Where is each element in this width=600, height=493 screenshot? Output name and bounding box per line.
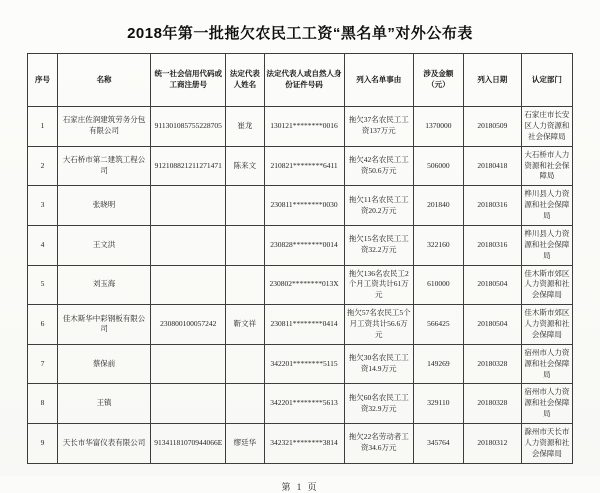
- table-cell: 拖欠22名劳动者工资34.6万元: [344, 424, 413, 464]
- table-cell: 20180418: [463, 146, 521, 186]
- table-cell: [151, 225, 226, 265]
- table-cell: 拖欠60名农民工工资32.9万元: [344, 384, 413, 424]
- table-cell: 大石桥市人力资源和社会保障局: [521, 146, 572, 186]
- table-cell: 王文洪: [57, 225, 150, 265]
- column-header: 列入日期: [463, 54, 521, 107]
- table-cell: 蔡保前: [57, 344, 150, 384]
- table-cell: 滁州市天长市人力资源和社会保障局: [521, 424, 572, 464]
- table-row: [28, 146, 573, 186]
- column-header: 认定部门: [521, 54, 572, 107]
- table-cell: 342201********5115: [264, 344, 344, 384]
- table-cell: 佳木斯市郊区人力资源和社会保障局: [521, 265, 572, 305]
- table-cell: [151, 384, 226, 424]
- table-row: [28, 344, 573, 384]
- column-header: 序号: [28, 54, 58, 107]
- table-row: [28, 265, 573, 305]
- table-cell: 322160: [413, 225, 463, 265]
- table-cell: 佳木斯华中彩钢板有限公司: [57, 305, 150, 345]
- table-row: [28, 186, 573, 226]
- table-cell: [226, 225, 264, 265]
- column-header: 列入名单事由: [344, 54, 413, 107]
- table-cell: 靳文祥: [226, 305, 264, 345]
- table-cell: 拖欠136名农民工2个月工资共计61万元: [344, 265, 413, 305]
- table-cell: 230811********0414: [264, 305, 344, 345]
- table-cell: 20180328: [463, 344, 521, 384]
- table-cell: [226, 186, 264, 226]
- table-cell: [151, 186, 226, 226]
- table-cell: [226, 384, 264, 424]
- table-cell: 345764: [413, 424, 463, 464]
- table-cell: 陈来文: [226, 146, 264, 186]
- table-cell: 6: [28, 305, 58, 345]
- table-cell: 912108821211271471: [151, 146, 226, 186]
- table-cell: 桦川县人力资源和社会保障局: [521, 186, 572, 226]
- table-cell: 201840: [413, 186, 463, 226]
- column-header: 法定代表人或自然人身份证件号码: [264, 54, 344, 107]
- table-cell: 拖欠37名农民工工资137万元: [344, 107, 413, 147]
- table-cell: 大石桥市第二建筑工程公司: [57, 146, 150, 186]
- table-cell: 230800100057242: [151, 305, 226, 345]
- column-header: 法定代表人姓名: [226, 54, 264, 107]
- table-cell: 刘玉海: [57, 265, 150, 305]
- table-cell: 8: [28, 384, 58, 424]
- table-cell: 20180316: [463, 225, 521, 265]
- table-cell: 20180509: [463, 107, 521, 147]
- table-header-row: [28, 54, 573, 107]
- table-cell: 20180316: [463, 186, 521, 226]
- table-cell: 210821********6411: [264, 146, 344, 186]
- table-cell: 张晓明: [57, 186, 150, 226]
- table-cell: 1: [28, 107, 58, 147]
- table-cell: 缪廷华: [226, 424, 264, 464]
- table-cell: 342201********5613: [264, 384, 344, 424]
- table-cell: 91341181070944066E: [151, 424, 226, 464]
- table-cell: 20180328: [463, 384, 521, 424]
- table-body: [28, 107, 573, 464]
- table-row: [28, 424, 573, 464]
- table-cell: 911301085755228705: [151, 107, 226, 147]
- table-row: [28, 305, 573, 345]
- table-cell: 7: [28, 344, 58, 384]
- table-cell: 130121********0016: [264, 107, 344, 147]
- table-cell: 5: [28, 265, 58, 305]
- table-cell: 506000: [413, 146, 463, 186]
- table-cell: 20180504: [463, 305, 521, 345]
- table-cell: 桦川县人力资源和社会保障局: [521, 225, 572, 265]
- table-cell: [151, 344, 226, 384]
- table-cell: 1370000: [413, 107, 463, 147]
- blacklist-table: [27, 53, 573, 464]
- table-cell: 石家庄佐润建筑劳务分包有限公司: [57, 107, 150, 147]
- table-row: [28, 384, 573, 424]
- table-cell: 拖欠11名农民工工资20.2万元: [344, 186, 413, 226]
- table-cell: 宿州市人力资源和社会保障局: [521, 344, 572, 384]
- table-cell: 拖欠15名农民工工资32.2万元: [344, 225, 413, 265]
- table-header: [28, 54, 573, 107]
- column-header: 涉及金额（元）: [413, 54, 463, 107]
- table-cell: 拖欠57名农民工5个月工资共计56.6万元: [344, 305, 413, 345]
- table-cell: 20180504: [463, 265, 521, 305]
- table-row: [28, 225, 573, 265]
- table-cell: 20180312: [463, 424, 521, 464]
- table-cell: 342321********3814: [264, 424, 344, 464]
- table-cell: 329110: [413, 384, 463, 424]
- table-cell: 230811********0030: [264, 186, 344, 226]
- table-cell: 拖欠42名农民工工资50.6万元: [344, 146, 413, 186]
- table-cell: [226, 265, 264, 305]
- table-cell: 566425: [413, 305, 463, 345]
- table-cell: 佳木斯市郊区人力资源和社会保障局: [521, 305, 572, 345]
- page-title: 2018年第一批拖欠农民工工资“黑名单”对外公布表: [127, 25, 473, 42]
- table-cell: 4: [28, 225, 58, 265]
- table-cell: 王镇: [57, 384, 150, 424]
- table-cell: 3: [28, 186, 58, 226]
- table-cell: [226, 344, 264, 384]
- table-row: [28, 107, 573, 147]
- table-cell: 天长市华富仪表有限公司: [57, 424, 150, 464]
- column-header: 名称: [57, 54, 150, 107]
- table-cell: [151, 265, 226, 305]
- table-cell: 230802********013X: [264, 265, 344, 305]
- table-cell: 石家庄市长安区人力资源和社会保障局: [521, 107, 572, 147]
- table-cell: 149269: [413, 344, 463, 384]
- table-cell: 9: [28, 424, 58, 464]
- column-header: 统一社会信用代码或工商注册号: [151, 54, 226, 107]
- table-cell: 宿州市人力资源和社会保障局: [521, 384, 572, 424]
- page-number: 第 1 页: [281, 481, 319, 492]
- table-cell: 2: [28, 146, 58, 186]
- table-cell: 610000: [413, 265, 463, 305]
- table-cell: 230828********0014: [264, 225, 344, 265]
- table-cell: 拖欠30名农民工工资14.9万元: [344, 344, 413, 384]
- table-cell: 崔龙: [226, 107, 264, 147]
